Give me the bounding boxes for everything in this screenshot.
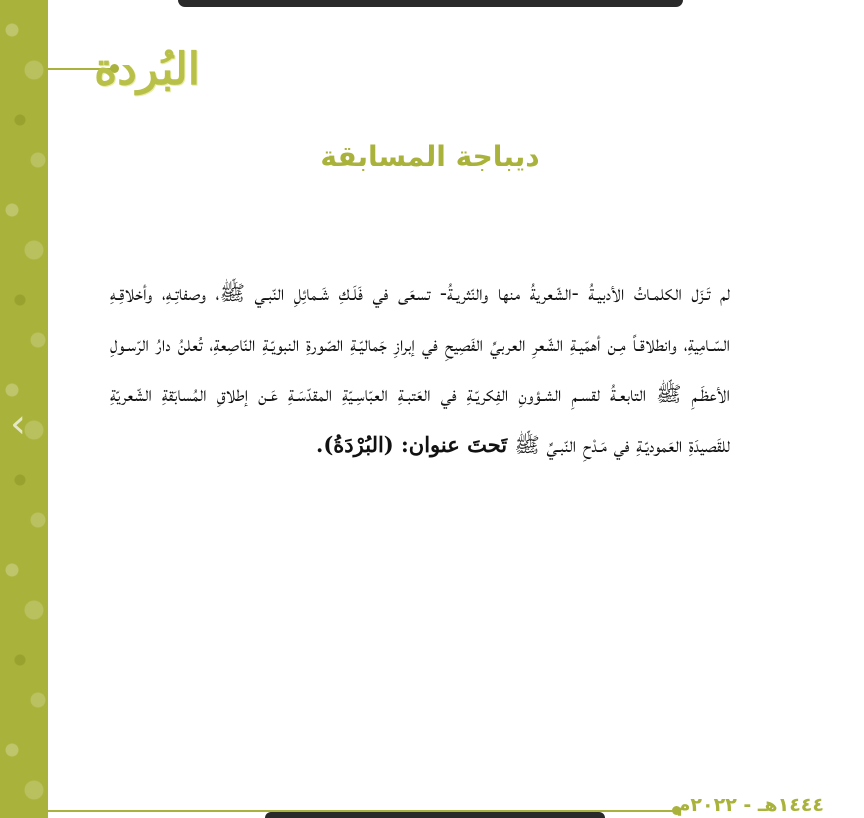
footer-date: ١٤٤٤هـ - ٢٠٢٢م bbox=[676, 794, 824, 816]
body-paragraph bbox=[110, 268, 730, 470]
paragraph-emphasis: تَحتَ عنوان: (البُرْدَةُ). bbox=[316, 431, 515, 457]
top-device-bar bbox=[178, 0, 683, 7]
chevron-left-icon[interactable]: ‹ bbox=[10, 401, 26, 447]
burda-logo bbox=[94, 30, 200, 110]
paragraph-text: لم تَـزَل الكلمـاتُ الأدبيـةُ -الشّعريةُ منها والنّثريـةُ- تسعَى في فَلَـكِ شَـمائِلِ النّبـي ﷺ، وصفاتِـهِ، وأخلاقِـهِ السّـامِيةِ، وانطلاقـاً مِـن أهمّيـةِ الشّعرِ العربيِّ الفَصِيحِ في إبرازِ جَماليّـةِ الصّورةِ النبويّـةِ النّاصِعةِ، تُعلنُ دارُ الرّسـولِ الأعظَـمِ ﷺ التابعـةُ لقسـمِ الشـؤونِ الفِكريّـةِ في العَتبـةِ العبّاسِـيّةِ المقدّسَـةِ عَـن إطلاقِ المُسابَقةِ الشّعريّةِ للقَصيدَةِ العَموديّـةِ في مَـدْحِ النّبـيِّ ﷺ bbox=[110, 281, 730, 457]
bottom-device-bar bbox=[265, 812, 605, 818]
logo-text: البُردة bbox=[94, 44, 200, 95]
page-title: ديباجة المسابقة bbox=[320, 140, 540, 173]
